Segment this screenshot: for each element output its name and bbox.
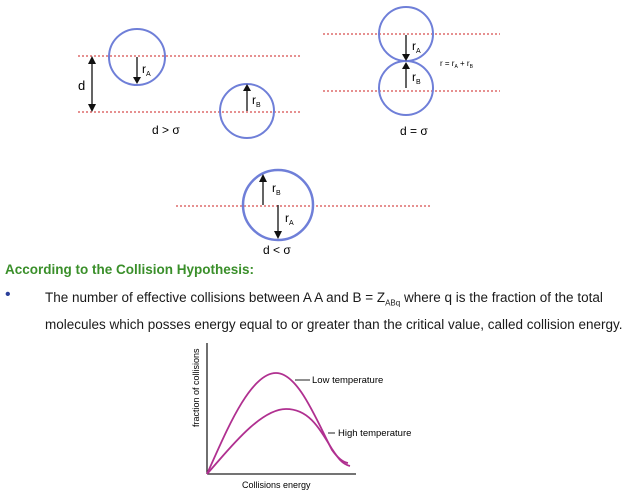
- label-rb: $r_B$: [252, 93, 261, 109]
- arrowhead: [133, 77, 141, 84]
- legend-low-temperature: Low temperature: [312, 375, 384, 386]
- label-rb: $r_B$: [412, 70, 421, 86]
- x-axis-label: Collisions energy: [242, 480, 311, 490]
- panel-overlapping: [176, 170, 430, 257]
- para-subscript: ABq: [385, 298, 401, 308]
- label-ra: $r_A$: [285, 211, 294, 227]
- arrowhead: [274, 231, 282, 239]
- label-rb: $r_B$: [272, 181, 281, 197]
- y-axis-label: fraction of collisions: [191, 348, 201, 427]
- label-ra: $r_A$: [412, 39, 421, 55]
- bullet-point: •: [5, 286, 11, 303]
- sum-equation: $r = r_A + r_B$: [440, 59, 473, 70]
- curve-low-temperature: [207, 373, 348, 474]
- condition-label: d = σ: [400, 124, 428, 138]
- condition-label: d < σ: [263, 243, 291, 257]
- paragraph-line-1: [45, 290, 605, 308]
- arrowhead: [88, 56, 96, 64]
- para-text: The number of effective collisions between A A and B = Z: [45, 290, 386, 305]
- para-text: where q is the fraction of the total: [400, 290, 603, 305]
- energy-distribution-chart: [180, 335, 420, 495]
- label-d: d: [78, 78, 86, 93]
- arrowhead: [88, 104, 96, 112]
- arrowhead: [402, 62, 410, 69]
- label-ra: $r_A$: [142, 62, 151, 78]
- panel-separated: [78, 29, 300, 138]
- panel-touching: [323, 7, 500, 138]
- condition-label: d > σ: [152, 123, 180, 137]
- paragraph-line-2: molecules which posses energy equal to or greater than the critical value, called collision energy.: [45, 317, 623, 332]
- legend-high-temperature: High temperature: [338, 428, 412, 439]
- section-heading: According to the Collision Hypothesis:: [5, 262, 255, 277]
